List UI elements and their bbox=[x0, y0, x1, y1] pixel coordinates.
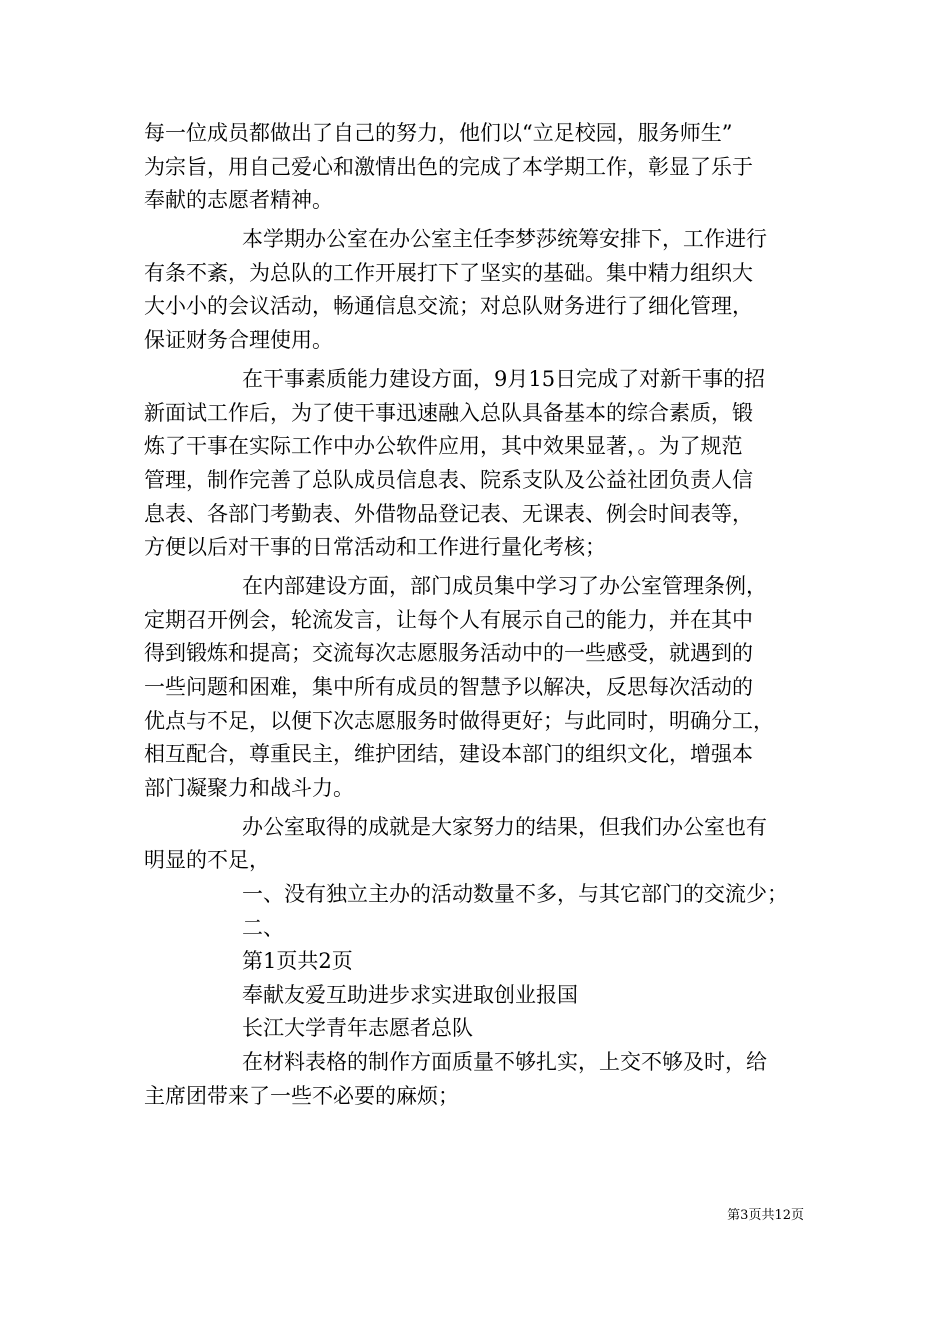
text-line: 保证财务合理使用。 bbox=[144, 328, 333, 353]
inline-page-marker: 第1页共2页 bbox=[242, 949, 353, 974]
text-line: 有条不紊，为总队的工作开展打下了坚实的基础。集中精力组织大 bbox=[144, 260, 753, 285]
text-line: 明显的不足， bbox=[144, 848, 270, 873]
paragraph-start-line: 办公室取得的成就是大家努力的结果，但我们办公室也有 bbox=[242, 814, 767, 839]
paragraph-start-line: 在干事素质能力建设方面，9月15日完成了对新干事的招 bbox=[242, 367, 766, 392]
list-item-line: 一、没有独立主办的活动数量不多，与其它部门的交流少； bbox=[242, 882, 788, 907]
text-line: 息表、各部门考勤表、外借物品登记表、无课表、例会时间表等， bbox=[144, 501, 753, 526]
text-line: 优点与不足，以便下次志愿服务时做得更好；与此同时，明确分工， bbox=[144, 708, 774, 733]
text-line: 管理，制作完善了总队成员信息表、院系支队及公益社团负责人信 bbox=[144, 467, 753, 492]
text-line: 每一位成员都做出了自己的努力，他们以“立足校园，服务师生” bbox=[144, 121, 733, 145]
text-line: 为宗旨，用自己爱心和激情出色的完成了本学期工作，彰显了乐于 bbox=[144, 154, 753, 179]
list-item-line: 二、 bbox=[242, 915, 284, 940]
paragraph-start-line: 在材料表格的制作方面质量不够扎实，上交不够及时，给 bbox=[242, 1050, 767, 1075]
motto-line: 奉献友爱互助进步求实进取创业报国 bbox=[242, 982, 578, 1007]
text-line: 主席团带来了一些不必要的麻烦； bbox=[144, 1083, 459, 1108]
organization-line: 长江大学青年志愿者总队 bbox=[242, 1016, 473, 1041]
text-line: 部门凝聚力和战斗力。 bbox=[144, 775, 354, 800]
text-line: 相互配合，尊重民主，维护团结，建设本部门的组织文化，增强本 bbox=[144, 742, 753, 767]
text-line: 奉献的志愿者精神。 bbox=[144, 188, 333, 213]
text-line: 一些问题和困难，集中所有成员的智慧予以解决，反思每次活动的 bbox=[144, 675, 753, 699]
text-line: 定期召开例会，轮流发言，让每个人有展示自己的能力，并在其中 bbox=[144, 607, 753, 632]
text-line: 大小小的会议活动，畅通信息交流；对总队财务进行了细化管理， bbox=[144, 294, 753, 319]
paragraph-start-line: 本学期办公室在办公室主任李梦莎统筹安排下，工作进行 bbox=[242, 227, 767, 252]
page-number-footer: 第3页共12页 bbox=[727, 1208, 804, 1223]
text-line: 新面试工作后，为了使干事迅速融入总队具备基本的综合素质，锻 bbox=[144, 400, 753, 425]
paragraph-start-line: 在内部建设方面，部门成员集中学习了办公室管理条例， bbox=[242, 574, 767, 599]
text-line: 炼了干事在实际工作中办公软件应用，其中效果显著，。为了规范 bbox=[144, 434, 743, 459]
text-line: 方便以后对干事的日常活动和工作进行量化考核； bbox=[144, 535, 606, 560]
document-body bbox=[144, 117, 816, 1113]
text-line: 得到锻炼和提高；交流每次志愿服务活动中的一些感受，就遇到的 bbox=[144, 641, 753, 666]
